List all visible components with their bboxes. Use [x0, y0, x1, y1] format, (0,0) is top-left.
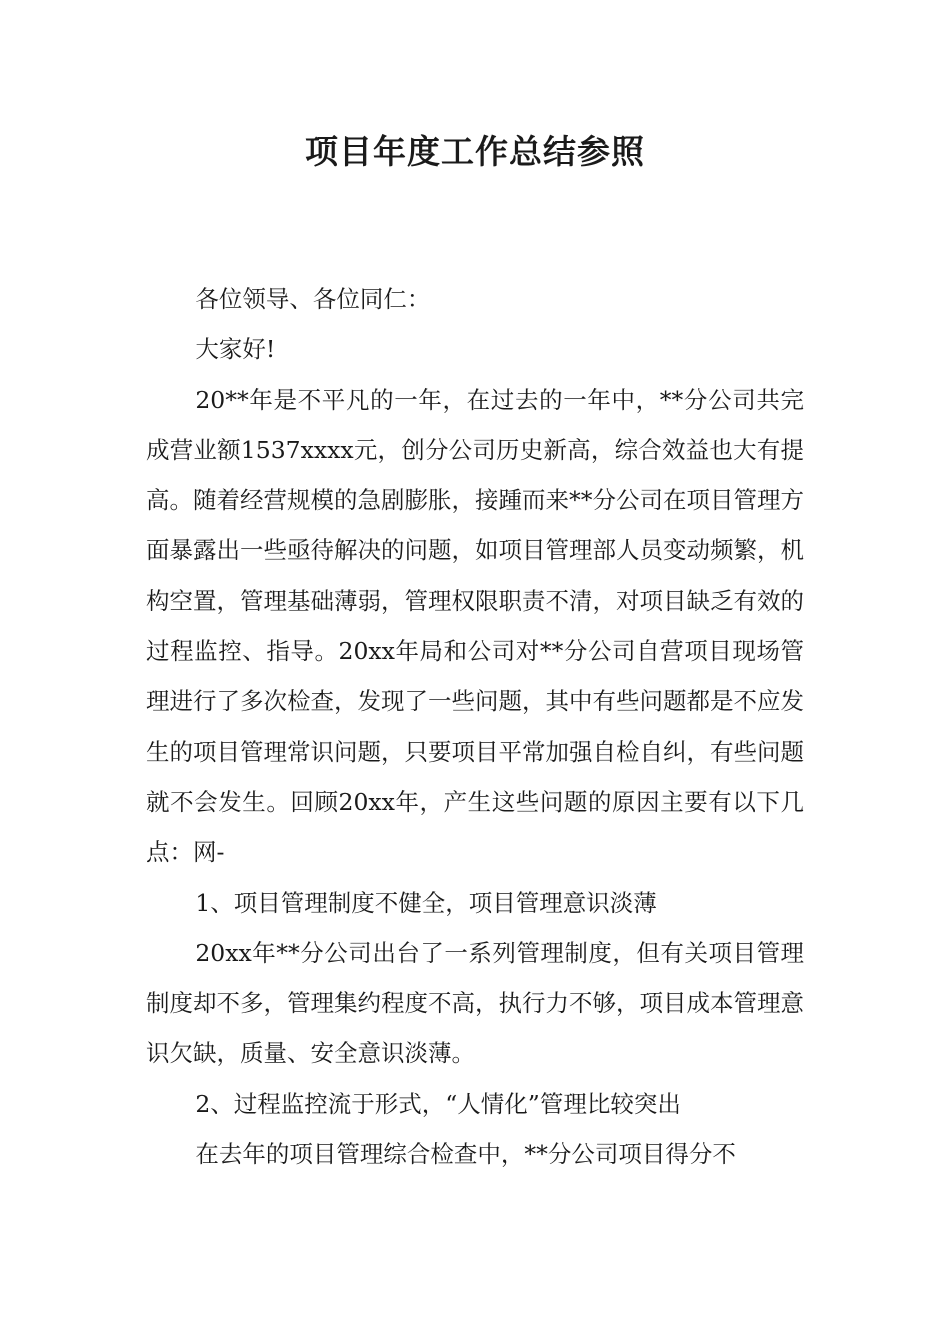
paragraph-overview: 20**年是不平凡的一年，在过去的一年中，**分公司共完成营业额1537xxxx元，创分公司历史新高，综合效益也大有提高。随着经营规模的急剧膨胀，接踵而来**分公司在项目管理方面暴露出一些亟待解决的问题，如项目管理部人员变动频繁，机构空置，管理基础薄弱，管理权限职责不清，对项目缺乏有效的过程监控、指导。20xx年局和公司对**分公司自营项目现场管理进行了多次检查，发现了一些问题，其中有些问题都是不应发生的项目管理常识问题，只要项目平常加强自检自纠，有些问题就不会发生。回顾20xx年，产生这些问题的原因主要有以下几点：网- [146, 385, 804, 867]
section-heading-1: 1、项目管理制度不健全，项目管理意识淡薄 [195, 888, 657, 917]
document-title: 项目年度工作总结参照 [305, 132, 645, 171]
section-heading-2: 2、过程监控流于形式，“人情化”管理比较突出 [195, 1089, 681, 1118]
document-body [146, 274, 804, 1179]
salutation: 各位领导、各位同仁： [195, 285, 431, 313]
greeting: 大家好! [195, 335, 276, 364]
paragraph-section-2: 在去年的项目管理综合检查中，**分公司项目得分不 [195, 1140, 736, 1169]
paragraph-section-1: 20xx年**分公司出台了一系列管理制度，但有关项目管理制度却不多，管理集约程度不高，执行力不够，项目成本管理意识欠缺，质量、安全意识淡薄。 [146, 938, 804, 1068]
